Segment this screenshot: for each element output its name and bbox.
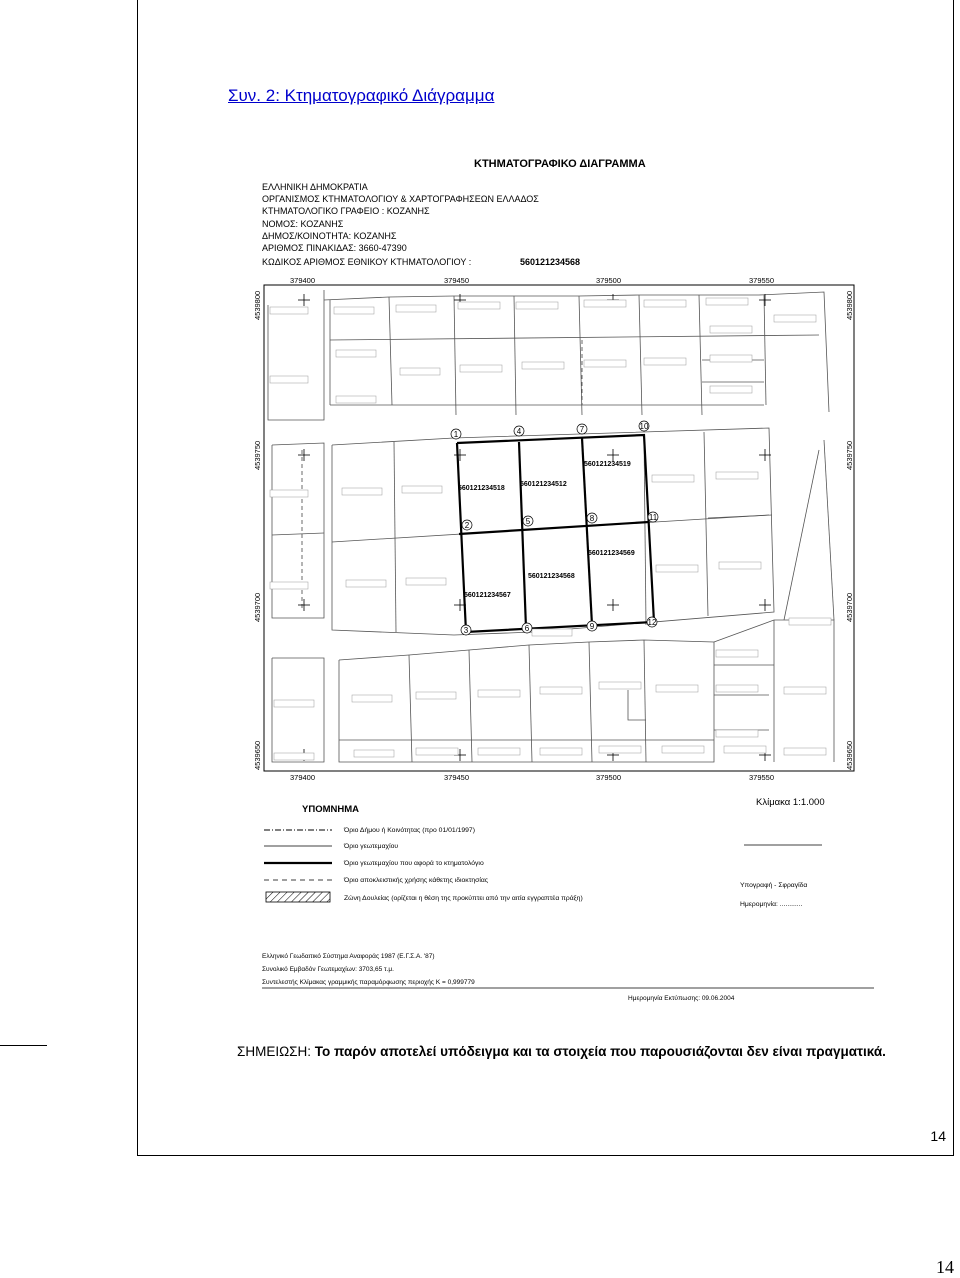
parcel-label: 560121234518: [458, 485, 505, 492]
legend-item: Όριο γεωτεμαχίου: [344, 843, 399, 850]
header-line: ΕΛΛΗΝΙΚΗ ΔΗΜΟΚΡΑΤΙΑ: [262, 182, 368, 192]
x-tick-bottom: 379550: [749, 773, 775, 782]
parcel-label: 560121234568: [528, 573, 575, 580]
kaek-label: ΚΩΔΙΚΟΣ ΑΡΙΘΜΟΣ ΕΘΝΙΚΟΥ ΚΤΗΜΑΤΟΛΟΓΙΟΥ :: [262, 257, 472, 267]
footnote-rule: [0, 1045, 47, 1046]
diagram-title: ΚΤΗΜΑΤΟΓΡΑΦΙΚΟ ΔΙΑΓΡΑΜΜΑ: [474, 158, 646, 170]
y-tick-left: 4539650: [253, 740, 262, 770]
page-number-outer: 14: [936, 1257, 954, 1277]
vertex-number: 8: [589, 514, 595, 523]
legend-item: Όριο γεωτεμαχίου που αφορά το κτηματολόγιο: [344, 860, 484, 867]
vertex-number: 4: [516, 427, 522, 436]
page-number-inner: 14: [930, 1128, 946, 1144]
y-tick-left: 4539700: [253, 592, 262, 622]
x-tick-top: 379500: [596, 276, 622, 285]
x-tick-bottom: 379500: [596, 773, 622, 782]
parcel-label: 560121234567: [464, 592, 511, 599]
footer-line: Ελληνικό Γεωδαιτικό Σύστημα Αναφοράς 1987 (Ε.Γ.Σ.Α. '87): [262, 953, 435, 960]
legend-title: ΥΠΟΜΝΗΜΑ: [302, 804, 359, 815]
y-tick-left: 4539750: [253, 440, 262, 470]
legend-item: Όριο Δήμου ή Κοινότητας (προ 01/01/1997): [344, 827, 475, 834]
scale-label: Κλίμακα 1:1.000: [756, 797, 825, 808]
y-tick-right: 4539700: [845, 592, 854, 622]
print-date: Ημερομηνία Εκτύπωσης: 09.06.2004: [628, 995, 735, 1002]
footer-line: Συντελεστής Κλίμακας γραμμικής παραμόρφωσης περιοχής Κ = 0,999779: [262, 979, 475, 986]
header-line: ΚΤΗΜΑΤΟΛΟΓΙΚΟ ΓΡΑΦΕΙΟ : ΚΟΖΑΝΗΣ: [262, 206, 430, 216]
x-tick-bottom: 379400: [290, 773, 316, 782]
date-label: Ημερομηνία: ............: [740, 901, 803, 908]
legend-item: Ζώνη Δουλείας (ορίζεται η θέση της προκύπτει από την αιτία εγγραπτέα πράξη): [344, 895, 583, 902]
legend-item: Όριο αποκλειστικής χρήσης κάθετης ιδιοκτησίας: [344, 877, 489, 884]
note-text: Το παρόν αποτελεί υπόδειγμα και τα στοιχεία που παρουσιάζονται δεν είναι πραγματικά.: [314, 1044, 886, 1059]
footer-line: Συνολικό Εμβαδόν Γεωτεμαχίων: 3703,65 τ.μ.: [262, 966, 394, 973]
vertex-number: 9: [589, 622, 595, 631]
kaek-value: 560121234568: [520, 257, 581, 267]
header-line: ΟΡΓΑΝΙΣΜΟΣ ΚΤΗΜΑΤΟΛΟΓΙΟΥ & ΧΑΡΤΟΓΡΑΦΗΣΕΩΝ ΕΛΛΑΔΟΣ: [262, 194, 539, 204]
y-tick-right: 4539800: [845, 290, 854, 320]
y-tick-right: 4539650: [845, 740, 854, 770]
note-label: ΣΗΜΕΙΩΣΗ:: [237, 1044, 315, 1059]
x-tick-top: 379550: [749, 276, 775, 285]
y-tick-left: 4539800: [253, 290, 262, 320]
header-line: ΑΡΙΘΜΟΣ ΠΙΝΑΚΙΔΑΣ: 3660-47390: [262, 243, 407, 253]
section-title: Συν. 2: Κτηματογραφικό Διάγραμμα: [228, 86, 495, 105]
x-tick-bottom: 379450: [444, 773, 470, 782]
vertex-number: 11: [648, 513, 658, 522]
parcel-label: 560121234519: [584, 461, 631, 468]
vertex-number: 2: [464, 521, 470, 530]
header-line: ΔΗΜΟΣ/ΚΟΙΝΟΤΗΤΑ: ΚΟΖΑΝΗΣ: [262, 231, 397, 241]
parcel-label: 560121234512: [520, 481, 567, 488]
note: [237, 1044, 886, 1059]
header-line: ΝΟΜΟΣ: ΚΟΖΑΝΗΣ: [262, 219, 344, 229]
vertex-number: 10: [639, 422, 649, 431]
x-tick-top: 379400: [290, 276, 316, 285]
vertex-number: 6: [524, 624, 530, 633]
legend: [264, 826, 822, 908]
parcel-label: 560121234569: [588, 550, 635, 557]
dashed-boundaries: [302, 340, 582, 610]
y-tick-right: 4539750: [845, 440, 854, 470]
cadastral-diagram: [244, 150, 884, 1010]
vertex-number: 7: [579, 425, 585, 434]
vertex-number: 12: [647, 618, 657, 627]
vertex-number: 1: [453, 430, 459, 439]
vertex-number: 3: [463, 626, 469, 635]
signature-label: Υπογραφή - Σφραγίδα: [740, 882, 808, 889]
vertex-number: 5: [525, 517, 531, 526]
x-tick-top: 379450: [444, 276, 470, 285]
